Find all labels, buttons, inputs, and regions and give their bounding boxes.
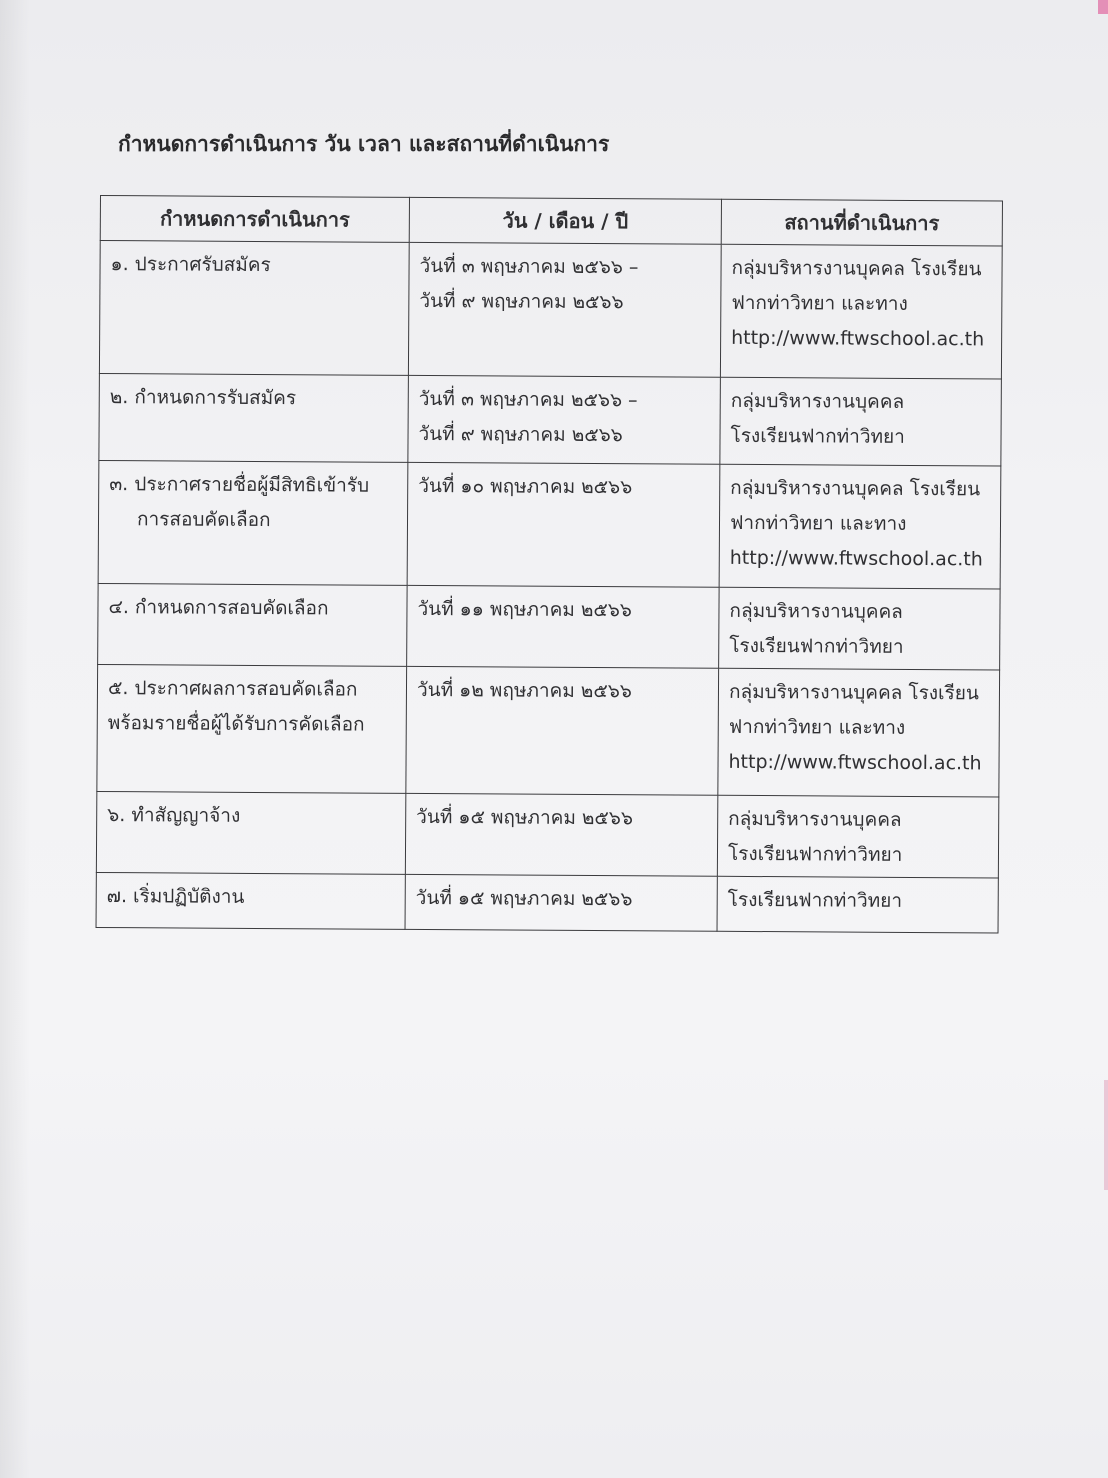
table-row	[98, 583, 1000, 670]
paper-edge-shadow	[0, 0, 30, 1478]
activity-cell	[99, 241, 409, 376]
activity-line: ๓. ประกาศรายชื่อผู้มีสิทธิเข้ารับ	[109, 473, 370, 497]
place-line: โรงเรียนฟากท่าวิทยา	[730, 424, 905, 448]
place-cell	[719, 587, 1000, 670]
header-activity: กำหนดการดำเนินการ	[100, 196, 409, 243]
place-cell	[718, 668, 1000, 797]
table-row	[98, 460, 1001, 589]
activity-line: การสอบคัดเลือก	[136, 508, 271, 532]
schedule-table	[96, 195, 1003, 934]
place-cell	[719, 464, 1001, 589]
document-title: กำหนดการดำเนินการ วัน เวลา และสถานที่ดำเนินการ	[118, 132, 610, 156]
date-cell	[405, 874, 717, 931]
date-cell	[408, 242, 721, 377]
place-line: กลุ่มบริหารงานบุคคล	[728, 807, 902, 831]
activity-cell	[98, 460, 408, 585]
place-url: http://www.ftwschool.ac.th	[731, 326, 985, 351]
date-cell	[408, 375, 721, 464]
date-cell	[406, 666, 719, 795]
place-cell	[717, 795, 998, 878]
place-line: กลุ่มบริหารงานบุคคล	[729, 599, 903, 623]
place-line: กลุ่มบริหารงานบุคคล	[730, 389, 905, 413]
activity-cell	[99, 373, 409, 462]
date-line: วันที่ ๓ พฤษภาคม ๒๕๖๖ –	[419, 254, 639, 279]
date-line: วันที่ ๑๕ พฤษภาคม ๒๕๖๖	[415, 886, 633, 911]
activity-line: ๔. กำหนดการสอบคัดเลือก	[108, 596, 329, 620]
place-line: โรงเรียนฟากท่าวิทยา	[727, 842, 903, 866]
place-cell	[720, 244, 1002, 379]
activity-line: ๒. กำหนดการรับสมัคร	[109, 386, 297, 410]
date-line: วันที่ ๙ พฤษภาคม ๒๕๖๖	[419, 289, 624, 314]
activity-cell	[96, 791, 405, 874]
place-line: ฟากท่าวิทยา และทาง	[729, 511, 907, 535]
date-cell	[405, 793, 717, 876]
date-line: วันที่ ๑๒ พฤษภาคม ๒๕๖๖	[416, 678, 632, 703]
place-cell	[720, 377, 1002, 466]
place-line: ฟากท่าวิทยา และทาง	[731, 291, 908, 315]
place-line: ฟากท่าวิทยา และทาง	[728, 715, 906, 739]
table-header-row	[100, 196, 1002, 247]
place-line: กลุ่มบริหารงานบุคคล โรงเรียน	[730, 476, 981, 501]
place-line: กลุ่มบริหารงานบุคคล โรงเรียน	[728, 680, 979, 705]
header-date: วัน / เดือน / ปี	[409, 197, 721, 244]
activity-line: พร้อมรายชื่อผู้ได้รับการคัดเลือก	[107, 712, 365, 736]
table-row	[96, 791, 998, 878]
place-cell	[717, 876, 998, 933]
activity-line: ๖. ทำสัญญาจ้าง	[107, 804, 241, 827]
activity-cell	[96, 872, 405, 929]
place-line: โรงเรียนฟากท่าวิทยา	[727, 888, 903, 912]
activity-line: ๑. ประกาศรับสมัคร	[110, 253, 271, 277]
table-row	[96, 872, 998, 933]
activity-cell	[97, 664, 407, 793]
date-line: วันที่ ๑๕ พฤษภาคม ๒๕๖๖	[416, 805, 634, 830]
date-line: วันที่ ๑๑ พฤษภาคม ๒๕๖๖	[417, 597, 632, 622]
table-row	[99, 373, 1002, 466]
activity-line: ๗. เริ่มปฏิบัติงาน	[106, 885, 245, 908]
date-cell	[407, 462, 720, 587]
table-row	[99, 241, 1002, 380]
date-cell	[407, 585, 719, 668]
activity-cell	[98, 583, 407, 666]
date-line: วันที่ ๙ พฤษภาคม ๒๕๖๖	[418, 422, 623, 447]
place-line: กลุ่มบริหารงานบุคคล โรงเรียน	[731, 256, 982, 281]
place-line: โรงเรียนฟากท่าวิทยา	[729, 634, 904, 658]
table-row	[97, 664, 1000, 797]
date-line: วันที่ ๑๐ พฤษภาคม ๒๕๖๖	[418, 474, 633, 499]
pink-edge-mark	[1104, 1080, 1108, 1190]
pink-corner-mark	[1098, 0, 1108, 14]
place-url: http://www.ftwschool.ac.th	[729, 546, 983, 571]
activity-line: ๕. ประกาศผลการสอบคัดเลือก	[107, 677, 358, 701]
header-place: สถานที่ดำเนินการ	[721, 199, 1002, 246]
date-line: วันที่ ๓ พฤษภาคม ๒๕๖๖ –	[418, 387, 638, 412]
place-url: http://www.ftwschool.ac.th	[728, 750, 982, 775]
